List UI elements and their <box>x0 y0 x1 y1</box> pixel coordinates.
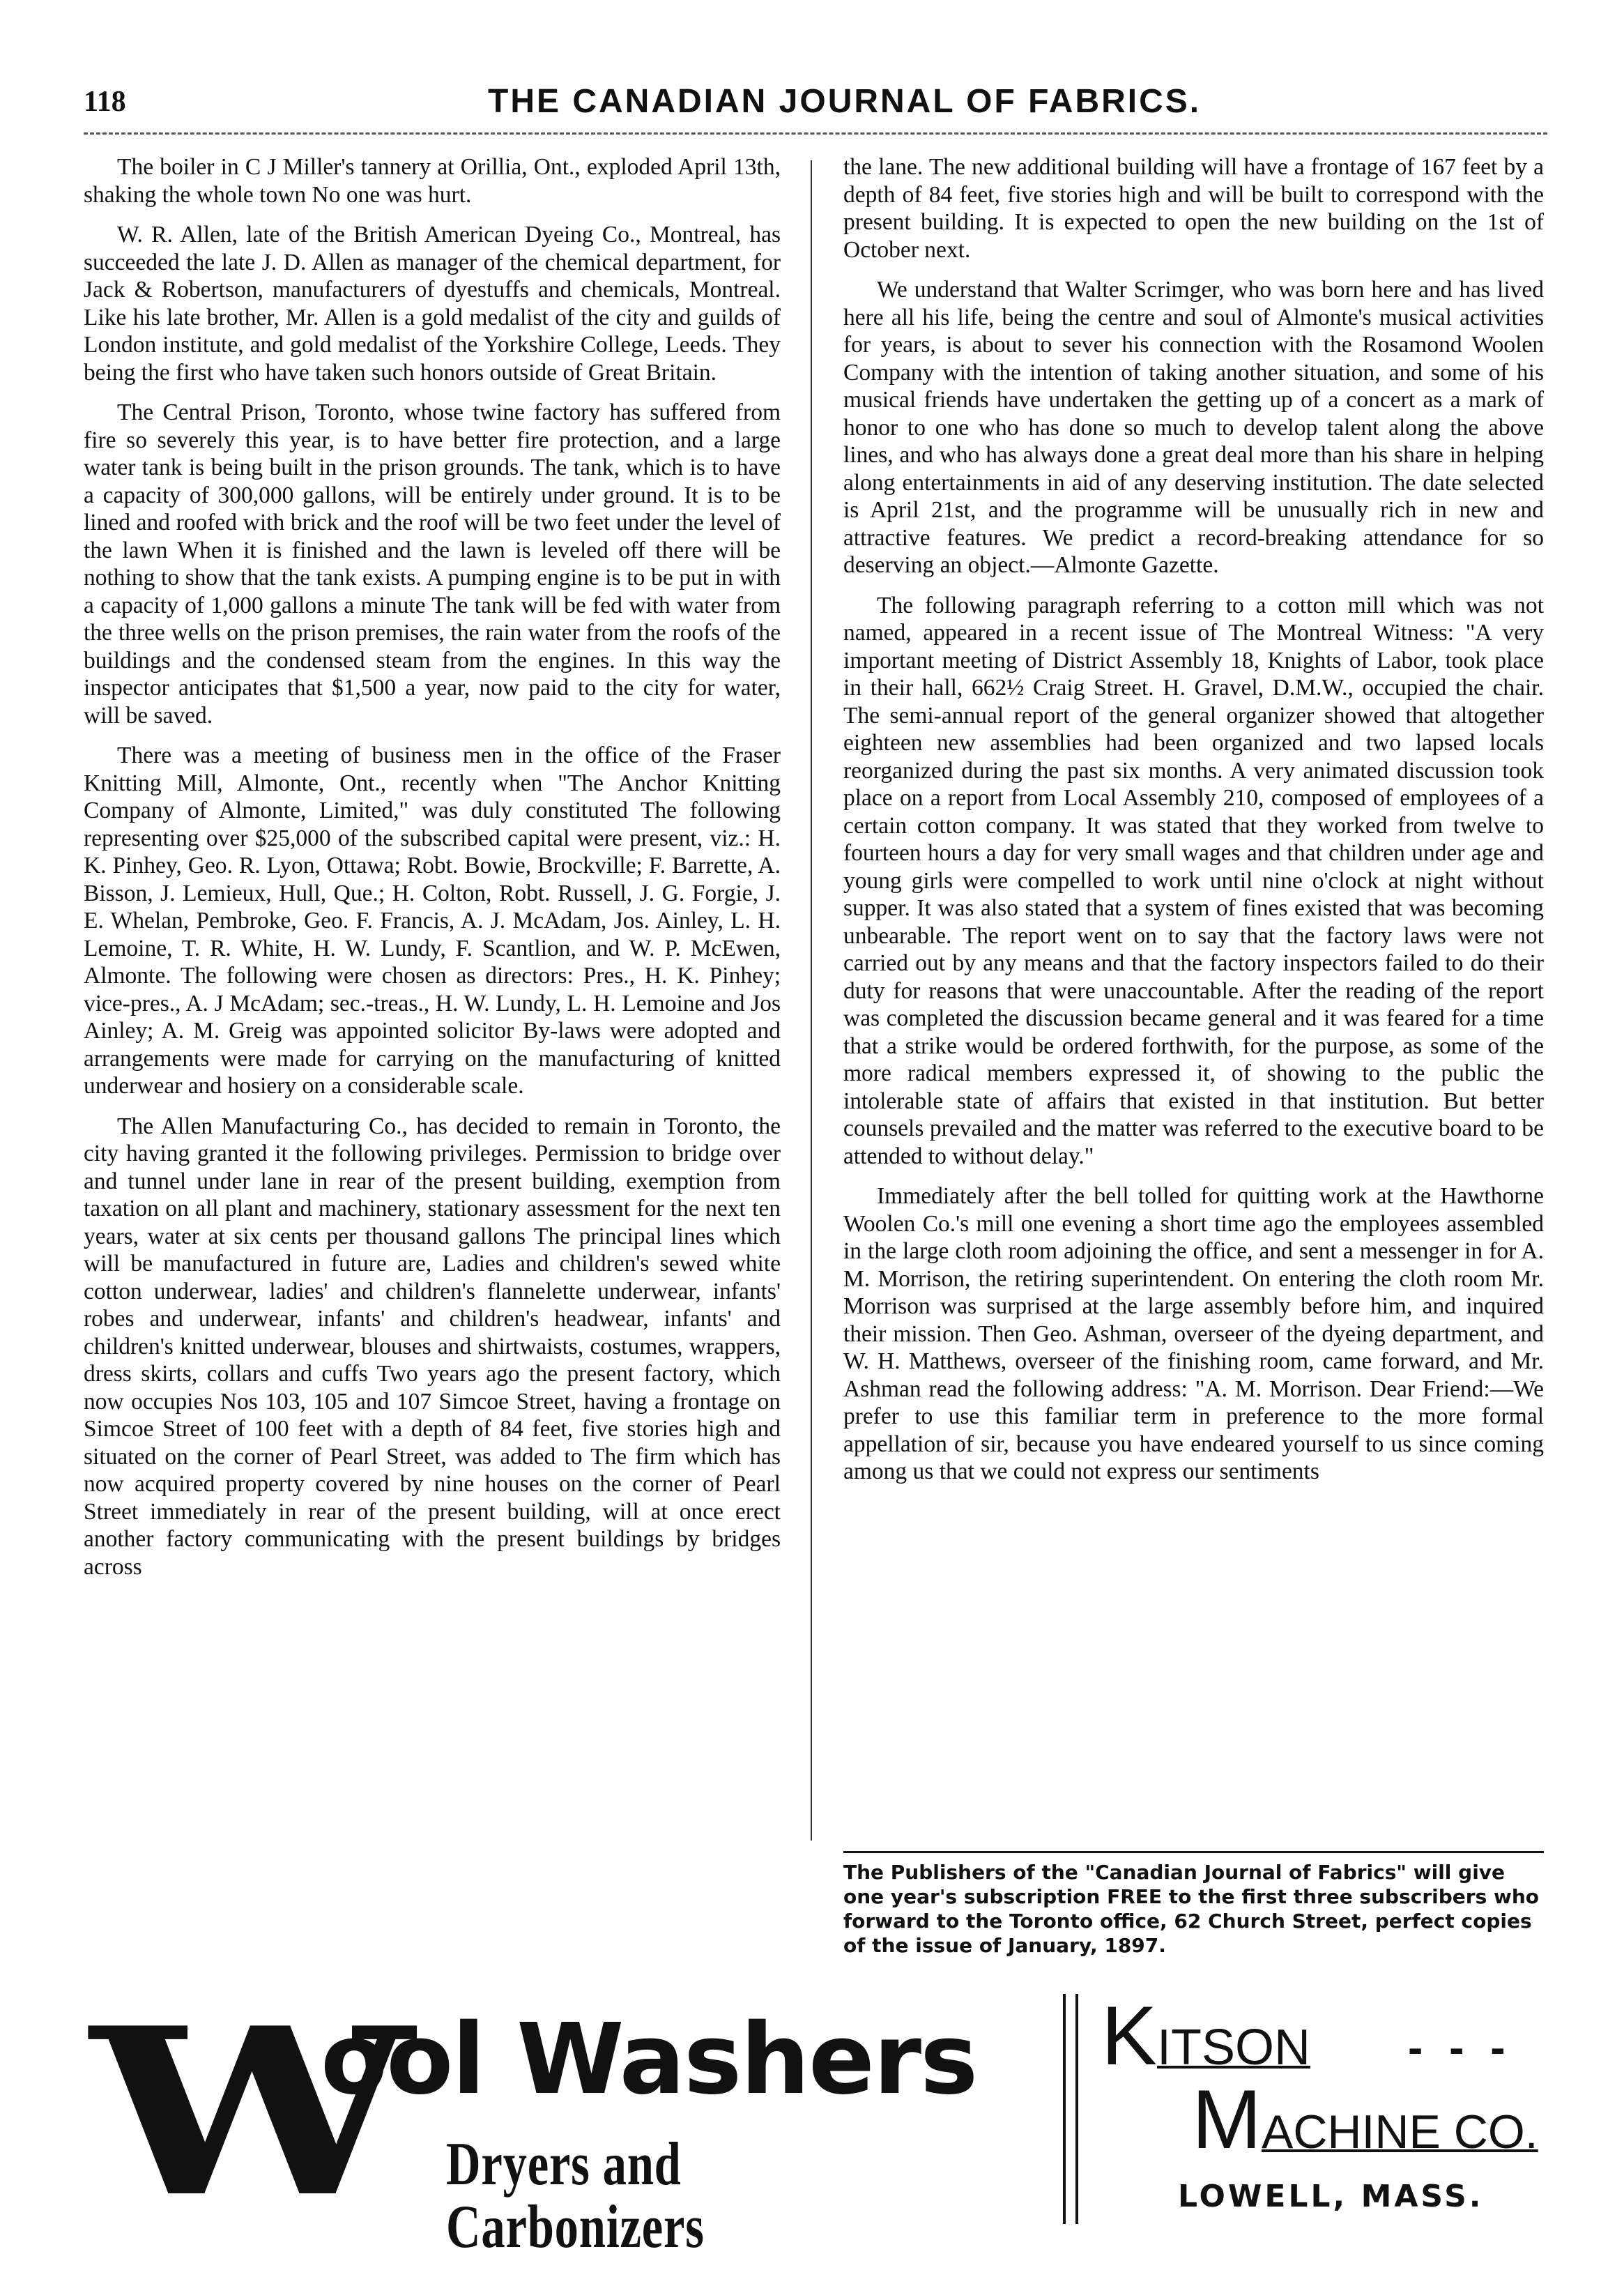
right-column <box>843 153 1544 1498</box>
article-central-prison: The Central Prison, Toronto, whose twine factory has suffered from fire so severely this year, is to have better fire protection, and a large water tank is being built in the prison grounds. The tank, which is to have a capacity of 300,000 gallons, will be entirely under ground. It is to be lined and roofed with brick and the roof will be two feet under the level of the lawn When it is finished and the lawn is leveled off there will be nothing to show that the tank exists. A pumping engine is to be put in with a capacity of 1,000 gallons a minute The tank will be fed with water from the three wells on the prison premises, the rain water from the roofs of the buildings and the condensed steam from the engines. In this way the inspector anticipates that $1,500 a year, now paid to the city for water, will be saved. <box>84 399 781 729</box>
page-header <box>84 82 1547 124</box>
company-name-line2 <box>1192 2073 1538 2174</box>
notice-rule <box>843 1851 1544 1853</box>
journal-title: THE CANADIAN JOURNAL OF FABRICS. <box>488 83 1202 120</box>
company-itson: ITSON <box>1157 2020 1311 2075</box>
company-location: LOWELL, MASS. <box>1178 2179 1484 2214</box>
article-allen-manager: W. R. Allen, late of the British American Dyeing Co., Montreal, has succeeded the late J. D. Allen as manager of the chemical department, for Jack & Robertson, manufacturers of dyestuffs and chemicals, Montreal. Like his late brother, Mr. Allen is a gold medalist of the city and guilds of London institute, and gold medalist of the Yorkshire College, Leeds. They being the first who have taken such honors outside of Great Britain. <box>84 222 781 386</box>
left-column <box>84 153 781 1593</box>
wool-washers-ad <box>91 1976 1045 2261</box>
company-achine: ACHINE CO. <box>1261 2105 1538 2158</box>
article-allen-manufacturing: The Allen Manufacturing Co., has decided to remain in Toronto, the city having granted it the following privileges. Permission to bridge over and tunnel under lane in rear of the present building, exemption from taxation on all plant and machinery, stationary assessment for the next ten years, water at six cents per thousand gallons The principal lines which will be manufactured in future are, Ladies and children's sewed white cotton underwear, ladies' and children's flannelette underwear, infants' robes and underwear, infants' and children's headwear, infants' and children's knitted underwear, blouses and shirtwaists, costumes, wrappers, dress skirts, collars and cuffs Two years ago the present factory, which now occupies Nos 103, 105 and 107 Simcoe Street, having a frontage on Simcoe Street of 100 feet with a depth of 84 feet, five stories high and situated on the corner of Pearl Street, was added to The firm which has now acquired property covered by nine houses on the corner of Pearl Street immediately in rear of the present building, will at once erect another factory communicating with the present buildings by bridges across <box>84 1113 781 1580</box>
company-dashes: - - - <box>1408 2023 1512 2073</box>
kitson-ad <box>1101 1989 1575 2252</box>
ad-headline: ool Washers <box>321 2003 977 2117</box>
article-boiler-explosion: The boiler in C J Miller's tannery at Orillia, Ont., exploded April 13th, shaking the whole town No one was hurt. <box>84 154 781 208</box>
company-initial-m: M <box>1192 2073 1262 2166</box>
header-rule <box>84 132 1547 135</box>
article-continuation: the lane. The new additional building will have a frontage of 167 feet by a depth of 84 feet, five stories high and will be built to correspond with the present building. It is expected to open the new building on the 1st of October next. <box>843 154 1544 263</box>
ad-divider <box>1063 1994 1078 2224</box>
article-knights-of-labor: The following paragraph referring to a cotton mill which was not named, appeared in a recent issue of The Montreal Witness: "A very important meeting of District Assembly 18, Knights of Labor, took place in their hall, 662½ Craig Street. H. Gravel, D.M.W., occupied the chair. The semi-annual report of the general organizer showed that altogether eighteen new assemblies had been organized and two lapsed locals reorganized during the past six months. A very animated discussion took place on a report from Local Assembly 210, composed of employees of a certain cotton company. It was stated that they worked from twelve to fourteen hours a day for very small wages and that children under age and young girls were compelled to work until nine o'clock at night without supper. It was also stated that a system of fines existed that was becoming unbearable. The report went on to say that the factory laws were not carried out by any means and that the factory inspectors failed to do their duty for reasons that were unaccountable. After the reading of the report was completed the discussion became general and it was feared for a time that a strike would be ordered forthwith, for the purpose, as some of the more radical members expressed it, of showing to the public the intolerable state of affairs that existed in that institution. But better counsels prevailed and the matter was referred to the executive board to be attended to without delay." <box>843 592 1544 1169</box>
page-number: 118 <box>84 86 126 118</box>
subscription-notice: The Publishers of the "Canadian Journal of Fabrics" will give one year's subscription FREE to the first three subscribers who forward to the Toronto office, 62 Church Street, perfect copies of the issue of January, 1897. <box>843 1861 1540 1957</box>
article-anchor-knitting: There was a meeting of business men in the office of the Fraser Knitting Mill, Almonte, Ont., recently when "The Anchor Knitting Company of Almonte, Limited," was duly constituted The following representing over $25,000 of the subscribed capital were present, viz.: H. K. Pinhey, Geo. R. Lyon, Ottawa; Robt. Bowie, Brockville; F. Barrette, A. Bisson, J. Lemieux, Hull, Que.; H. Colton, Robt. Russell, J. G. Forgie, J. E. Whelan, Pembroke, Geo. F. Francis, A. J. McAdam, Jos. Ainley, L. H. Lemoine, T. R. White, H. W. Lundy, F. Scantlion, and W. P. McEwen, Almonte. The following were chosen as directors: Pres., H. K. Pinhey; vice-pres., A. J McAdam; sec.-treas., H. W. Lundy, L. H. Lemoine and Jos Ainley; A. M. Greig was appointed solicitor By-laws were adopted and arrangements were made for carrying on the manufacturing of knitted underwear and hosiery on a considerable scale. <box>84 742 781 1099</box>
company-initial-k: K <box>1101 1989 1158 2082</box>
article-hawthorne-woolen: Immediately after the bell tolled for quitting work at the Hawthorne Woolen Co.'s mill one evening a short time ago the employees assembled in the large cloth room adjoining the office, and sent a messenger in for A. M. Morrison, the retiring superintendent. On entering the cloth room Mr. Morrison was surprised at the large assembly before him, and inquired their mission. Then Geo. Ashman, overseer of the dyeing department, and W. H. Matthews, overseer of the finishing room, came forward, and Mr. Ashman read the following address: "A. M. Morrison. Dear Friend:—We prefer to use this familiar term in preference to the more formal appellation of sir, because you have endeared yourself to us since coming among us that we could not express our sentiments <box>843 1183 1544 1484</box>
ad-subheadline: Dryers and Carbonizers <box>446 2131 705 2261</box>
article-scrimger: We understand that Walter Scrimger, who was born here and has lived here all his life, being the centre and soul of Almonte's musical activities for years, is about to sever his connection with the Rosamond Woolen Company with the intention of taking another situation, and some of his musical friends have undertaken the getting up of a concert as a mark of honor to one who has done so much to develop talent along the above lines, and who has always done a great deal more than his share in helping along entertainments in aid of any deserving institution. The date selected is April 21st, and the programme will be unusually rich in new and attractive features. We predict a record-breaking attendance for so deserving an object.—Almonte Gazette. <box>843 277 1544 578</box>
ad-initial-letter: W <box>91 1977 405 2248</box>
column-divider <box>811 160 812 1841</box>
